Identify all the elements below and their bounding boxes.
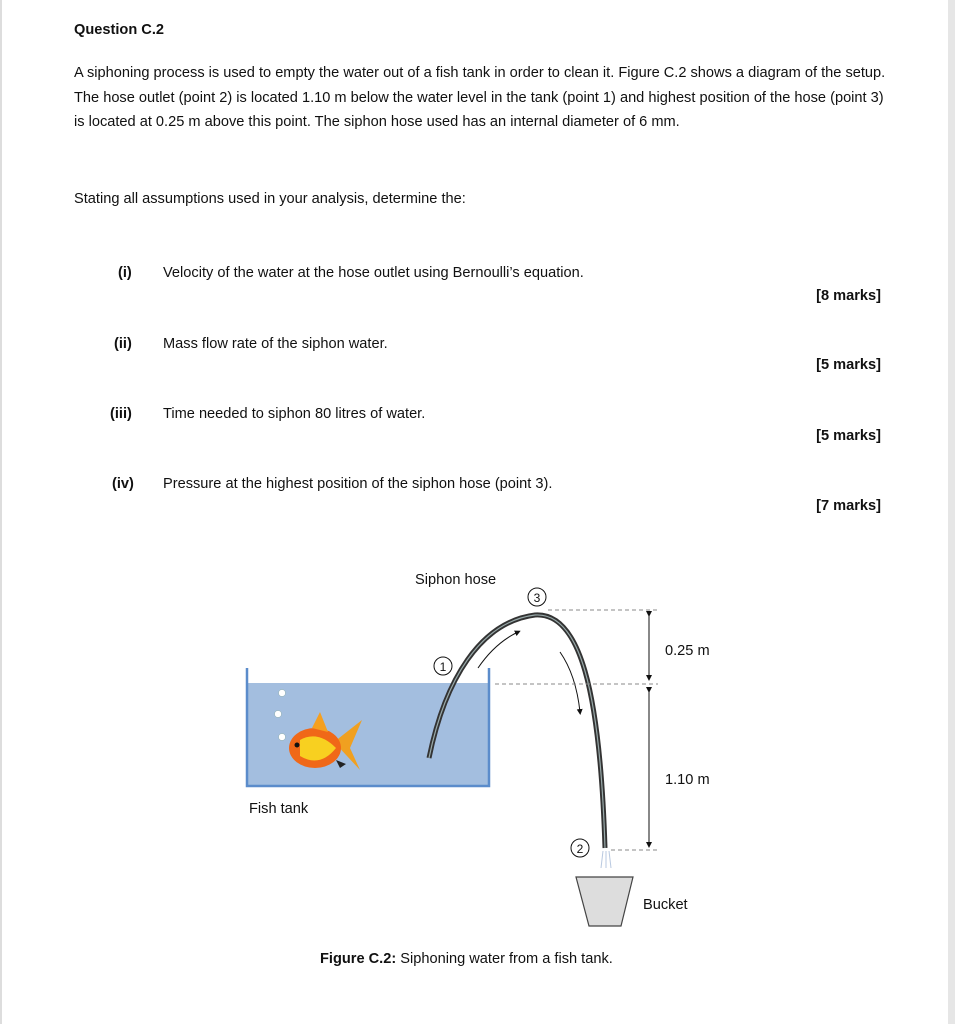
point-label: 1 <box>439 660 447 674</box>
fish-tank-label: Fish tank <box>249 801 309 817</box>
question-number: (iv) <box>112 476 134 492</box>
question-number: (ii) <box>114 336 132 352</box>
point-label: 3 <box>533 591 541 605</box>
bucket <box>576 877 633 926</box>
bucket-label: Bucket <box>643 897 688 913</box>
caption-text: Siphoning water from a fish tank. <box>396 951 613 967</box>
caption-label: Figure C.2: <box>320 951 397 967</box>
question-text: Pressure at the highest position of the siphon hose (point 3). <box>163 476 553 492</box>
question-marks: [8 marks] <box>816 288 881 304</box>
dimension-bottom-label: 1.10 m <box>665 772 710 788</box>
question-text: Time needed to siphon 80 litres of water. <box>163 406 426 422</box>
flow-arrow <box>560 652 580 712</box>
question-number: (i) <box>118 265 132 281</box>
dimension-top-label: 0.25 m <box>665 643 710 659</box>
question-heading: Question C.2 <box>74 22 165 38</box>
question-marks: [7 marks] <box>816 498 881 514</box>
question-text: Velocity of the water at the hose outlet using Bernoulli’s equation. <box>163 265 584 281</box>
question-number: (iii) <box>110 406 132 422</box>
instruction-text: Stating all assumptions used in your analysis, determine the: <box>74 191 466 207</box>
intro-paragraph: A siphoning process is used to empty the water out of a fish tank in order to clean it. Figure C.2 shows a diagram of the setup. The hose outlet (point 2) is located 1.10 m below the water level in the tank (point 1) and highest position of the hose (point 3) is located at 0.25 m above this point. The siphon hose used has an internal diameter of 6 mm. <box>74 65 886 130</box>
question-marks: [5 marks] <box>816 428 881 444</box>
siphon-hose-label: Siphon hose <box>415 572 497 588</box>
question-text: Mass flow rate of the siphon water. <box>163 336 388 352</box>
question-marks: [5 marks] <box>816 357 881 373</box>
water-stream <box>601 851 611 868</box>
point-label: 2 <box>576 842 584 856</box>
figure-caption <box>320 951 613 967</box>
